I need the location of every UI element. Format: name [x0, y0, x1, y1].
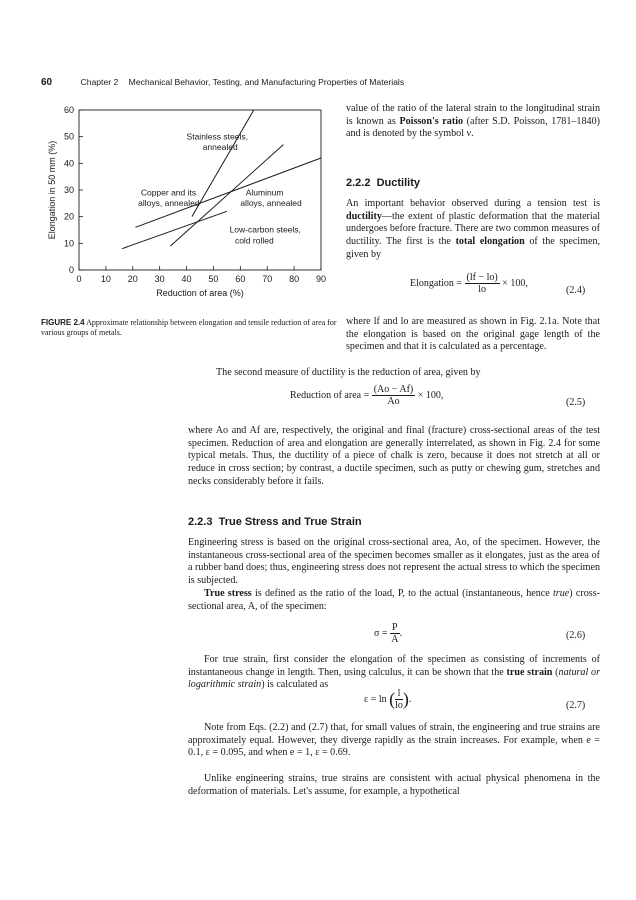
- equation-2-5: Reduction of area = $\frac{(Ao - Af)}{Ao}$ × 100,: [290, 384, 444, 407]
- x-tick-label: 90: [315, 274, 327, 284]
- series-annotation: annealed: [202, 142, 238, 152]
- x-tick-label: 60: [235, 274, 246, 284]
- series-annotation: Low-carbon steels,: [229, 224, 301, 235]
- x-tick-label: 50: [208, 274, 219, 284]
- para-true-strain-consistency: Unlike engineering strains, true strains are consistent with actual physical phenomena in the deformation of materials. Let's assume, for example, a hypothetical: [188, 773, 600, 797]
- running-header: [41, 77, 601, 88]
- x-tick-label: 0: [76, 274, 82, 284]
- equation-number-2-5: (2.5): [566, 397, 586, 408]
- section-heading-ductility: 2.2.2 Ductility: [346, 177, 420, 189]
- y-tick-label: 10: [63, 238, 74, 249]
- section-heading-true-stress: 2.2.3 True Stress and True Strain: [188, 516, 362, 528]
- x-tick-label: 30: [154, 274, 165, 284]
- x-tick-label: 80: [289, 274, 300, 284]
- equation-2-6: σ = $\frac{P}{A}$ .: [374, 622, 403, 645]
- y-tick-label: 30: [63, 185, 74, 195]
- right-column-para-ductility: An important behavior observed during a tension test is ductility—the extent of plastic deformation that the material undergoes before fracture. There are two common measures of ductility. The first is the total elongation of the specimen, given by: [346, 198, 601, 260]
- equation-number-2-4: (2.4): [566, 285, 586, 296]
- para-reduction-intro: The second measure of ductility is the reduction of area, given by: [216, 367, 481, 378]
- right-column-para-poisson: value of the ratio of the lateral strain to the longitudinal strain is known as Poisson's ratio (after S.D. Poisson, 1781–1840) and is denoted by the symbol ν.: [346, 103, 600, 140]
- equation-number-2-6: (2.6): [566, 630, 586, 641]
- series-annotation: Aluminum: [245, 187, 284, 198]
- figure-caption-text: Approximate relationship between elongation and tensile reduction of area for various groups of metals.: [41, 318, 337, 337]
- y-tick-label: 40: [63, 158, 74, 169]
- series-annotation: alloys, annealed: [138, 198, 200, 208]
- y-axis-label: Elongation in 50 mm (%): [47, 140, 57, 240]
- chapter-label: Chapter 2: [80, 77, 119, 87]
- series-annotation: Copper and its: [140, 187, 197, 198]
- figure-caption-label: FIGURE 2.4: [41, 318, 85, 327]
- equation-2-4: Elongation = $\frac{(lf - lo)}{lo}$ × 100,: [410, 272, 528, 295]
- x-axis-label: Reduction of area (%): [156, 288, 244, 298]
- chapter-title: Mechanical Behavior, Testing, and Manufacturing Properties of Materials: [128, 77, 405, 87]
- term-poissons-ratio: Poisson's ratio: [399, 115, 464, 127]
- x-tick-label: 10: [100, 274, 111, 284]
- page-number: 60: [41, 77, 53, 88]
- x-tick-label: 20: [127, 274, 138, 284]
- equation-number-2-7: (2.7): [566, 700, 586, 711]
- x-tick-label: 70: [262, 274, 273, 284]
- para-true-stress: True stress is defined as the ratio of the load, P, to the actual (instantaneous, hence true) cross-sectional area, A, of the specimen:: [188, 588, 600, 612]
- series-annotation: alloys, annealed: [240, 198, 302, 208]
- y-tick-label: 0: [68, 265, 74, 275]
- figure-caption: [41, 318, 338, 338]
- equation-2-7: ε = ln ( $\frac{l}{lo}$ ).: [364, 688, 412, 711]
- figure-2-4-chart: [0, 100, 340, 315]
- x-tick-label: 40: [181, 274, 192, 284]
- y-tick-label: 50: [63, 131, 74, 142]
- para-true-strain: For true strain, first consider the elongation of the specimen as consisting of increments of instantaneous change in length. Then, using calculus, it can be shown that the true strain (natural or logarithmic strain) is calculated as: [188, 654, 601, 691]
- para-reduction-explained: where Ao and Af are, respectively, the original and final (fracture) cross-sectional areas of the test specimen. Reduction of area and elongation are generally interrelated, as shown in Fig. 2.4 for some typical metals. Thus, the ductility of a piece of chalk is zero, because it does not stretch at all or reduce in cross section; by contrast, a ductile specimen, such as putty or chewing gum, stretches and necks considerably before it fails.: [188, 425, 600, 487]
- series-line: [122, 211, 227, 248]
- series-annotation: cold rolled: [234, 235, 274, 246]
- y-tick-label: 60: [63, 105, 74, 115]
- y-tick-label: 20: [63, 211, 74, 222]
- para-engineering-stress: Engineering stress is based on the original cross-sectional area, Ao, of the specimen. However, the instantaneous cross-sectional area of the specimen becomes smaller as it elongates, just as the area of a rubber band does; thus, engineering stress does not represent the actual stress to which the specimen is subjected.: [188, 537, 600, 587]
- right-column-para-gage: where lf and lo are measured as shown in Fig. 2.1a. Note that the elongation is based on the original gage length of the specimen and that it is calculated as a percentage.: [346, 316, 600, 353]
- series-annotation: Stainless steels,: [186, 131, 248, 142]
- para-strain-comparison: Note from Eqs. (2.2) and (2.7) that, for small values of strain, the engineering and true strains are approximately equal. However, they diverge rapidly as the strain increases. For example, when e = 0.1, ε = 0.095, and when e = 1, ε = 0.69.: [188, 722, 600, 759]
